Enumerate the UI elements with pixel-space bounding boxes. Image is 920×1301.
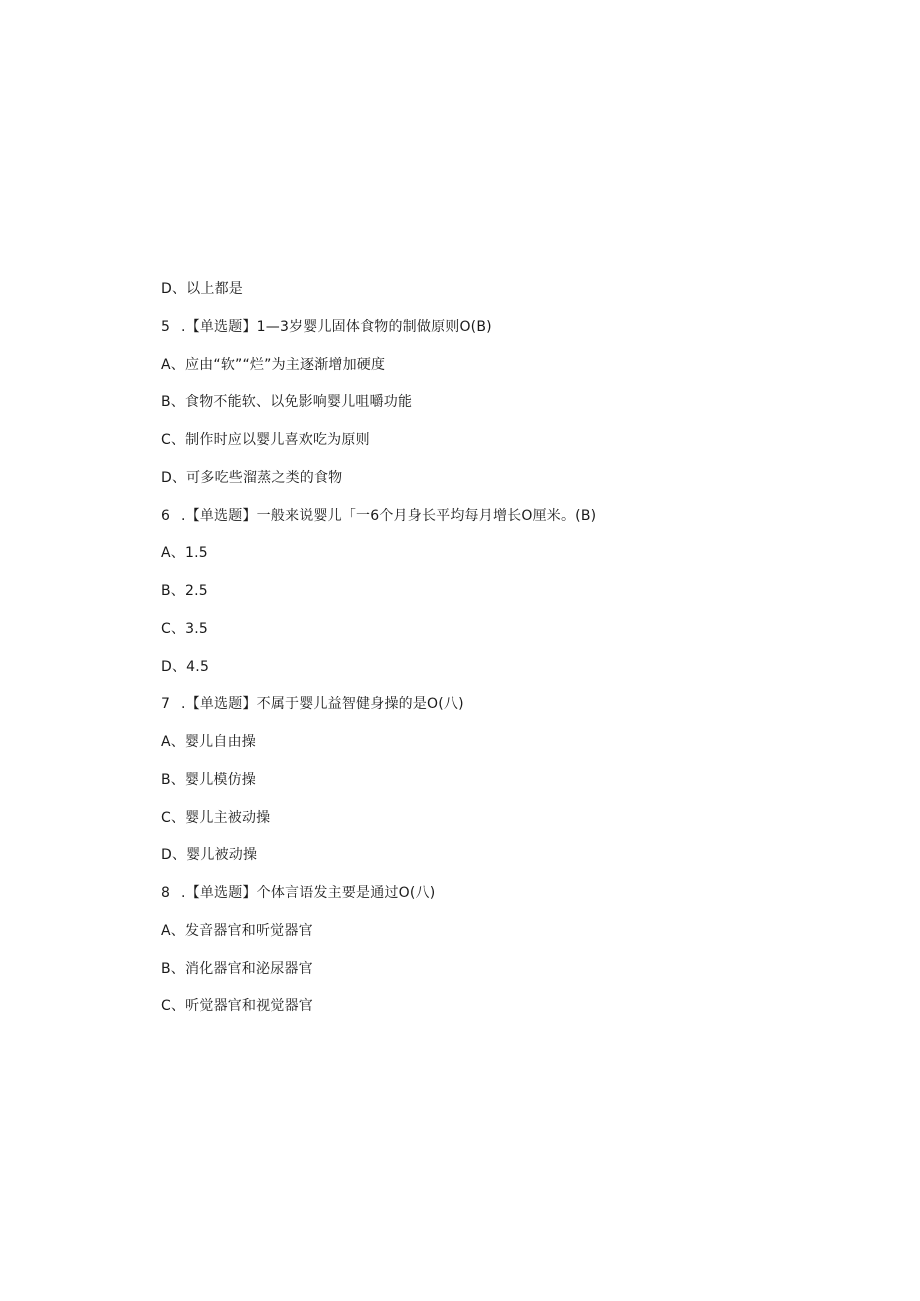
option-text: A、发音器官和听觉器官 [161,922,313,939]
option-line [161,843,861,881]
question-text: .【单选题】一般来说婴儿「一6个月身长平均每月增长O厘米。(B) [181,507,597,524]
option-text: D、婴儿被动操 [161,847,258,864]
option-line [161,994,861,1032]
question-number: 7 [161,696,171,713]
option-text: D、以上都是 [161,281,243,297]
question-number: 5 [161,318,171,335]
option-text: B、食物不能软、以免影响婴儿咀嚼功能 [161,394,413,411]
option-text: C、制作时应以婴儿喜欢吃为原则 [161,432,370,448]
question-list [161,277,861,1032]
option-line [161,768,861,806]
option-text: C、婴儿主被动操 [161,809,271,826]
question-number: 8 [161,885,171,901]
option-text: B、消化器官和泌尿器官 [161,960,313,977]
option-line [161,428,861,466]
option-text: D、4.5 [161,658,210,675]
option-line [161,806,861,844]
option-line [161,353,861,391]
question-number: 6 [161,507,171,524]
question-line [161,315,861,353]
option-line [161,957,861,995]
question-line [161,692,861,730]
option-line [161,390,861,428]
option-text: B、2.5 [161,583,208,599]
question-line [161,504,861,542]
option-line [161,541,861,579]
option-text: A、婴儿自由操 [161,734,256,750]
option-line [161,730,861,768]
option-line [161,919,861,957]
option-text: A、应由“软”“烂”为主逐渐增加硬度 [161,356,386,373]
option-line [161,277,861,315]
option-text: A、1.5 [161,545,208,562]
option-text: B、婴儿模仿操 [161,771,257,788]
option-line [161,617,861,655]
option-line [161,466,861,504]
question-line [161,881,861,919]
option-line [161,579,861,617]
option-text: C、3.5 [161,620,209,637]
option-text: D、可多吃些溜蒸之类的食物 [161,469,343,486]
question-text: .【单选题】个体言语发主要是通过O(八) [181,885,436,901]
question-text: .【单选题】1—3岁婴儿固体食物的制做原则O(B) [181,318,492,335]
option-text: C、听觉器官和视觉器官 [161,998,313,1015]
option-line [161,655,861,693]
question-text: .【单选题】不属于婴儿益智健身操的是O(八) [181,696,464,713]
